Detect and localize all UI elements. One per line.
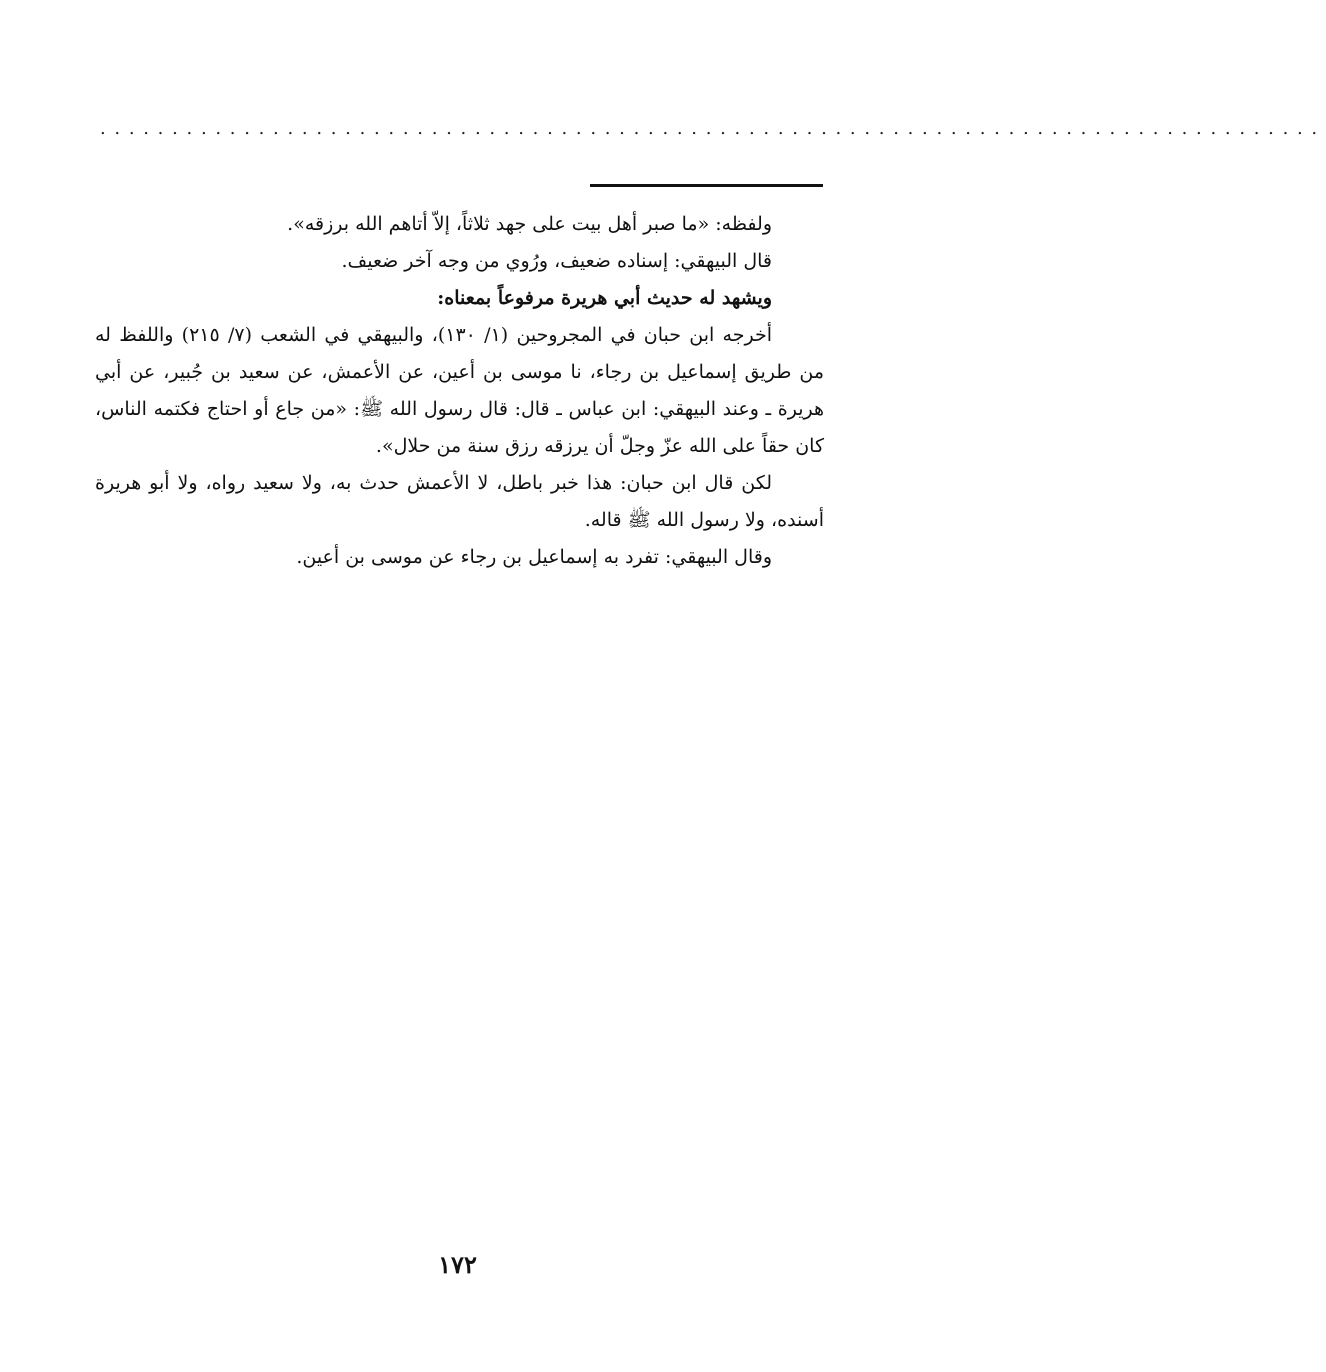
footnote-text — [95, 206, 824, 576]
paragraph-supporting-hadith: ويشهد له حديث أبي هريرة مرفوعاً بمعناه: — [437, 287, 772, 309]
paragraph-bayhaqi-grading: قال البيهقي: إسناده ضعيف، ورُوي من وجه آخر ضعيف. — [341, 250, 772, 272]
paragraph-takhrij: أخرجه ابن حبان في المجروحين (١/ ١٣٠)، والبيهقي في الشعب (٧/ ٢١٥) واللفظ له من طريق إسماعيل بن رجاء، نا موسى بن أعين، عن الأعمش، عن سعيد بن جُبير، عن أبي هريرة ـ وعند البيهقي: ابن عباس ـ قال: قال رسول الله ﷺ: «من جاع أو احتاج فكتمه الناس، كان حقاً على الله عزّ وجلّ أن يرزقه رزق سنة من حلال». — [95, 324, 824, 457]
paragraph-bayhaqi-note: وقال البيهقي: تفرد به إسماعيل بن رجاء عن موسى بن أعين. — [296, 546, 772, 568]
paragraph-wording: ولفظه: «ما صبر أهل بيت على جهد ثلاثاً، إلاّ أتاهم الله برزقه». — [287, 213, 772, 235]
page-number: ١٧٢ — [438, 1250, 477, 1279]
paragraph-ibn-hibban-verdict: لكن قال ابن حبان: هذا خبر باطل، لا الأعمش حدث به، ولا سعيد رواه، ولا أبو هريرة أسنده، ولا رسول الله ﷺ قاله. — [95, 472, 824, 531]
footnote-rule — [590, 184, 823, 187]
dotted-separator: ..................................................................................... — [100, 118, 1326, 139]
